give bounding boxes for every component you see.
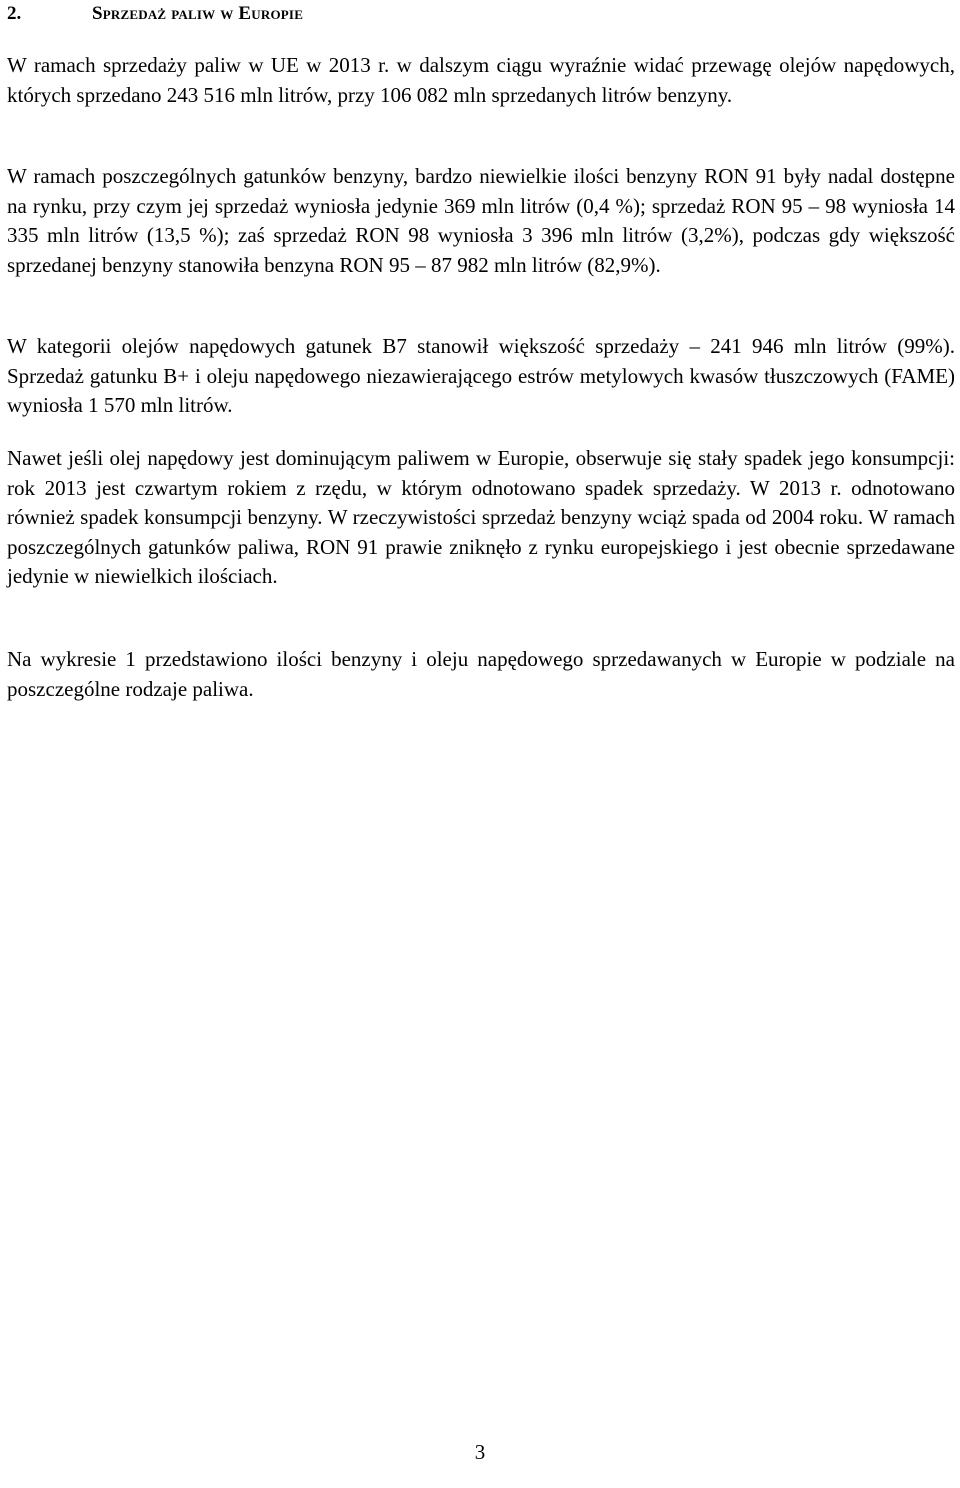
paragraph-fuel-sales-overview: W ramach sprzedaży paliw w UE w 2013 r. w dalszym ciągu wyraźnie widać przewagę olejów napędowych, których sprzedano 243 516 mln litrów, przy 106 082 mln sprzedanych litrów benzyny. (7, 53, 955, 107)
paragraph-consumption-trends: Nawet jeśli olej napędowy jest dominującym paliwem w Europie, obserwuje się stały spadek jego konsumpcji: rok 2013 jest czwartym rokiem z rzędu, w którym odnotowano spadek sprzedaży. W 2013 r. odnotowano również spadek konsumpcji benzyny. W rzeczywistości sprzedaż benzyny wciąż spada od 2004 roku. W ramach poszczególnych gatunków paliwa, RON 91 prawie zniknęło z rynku europejskiego i jest obecnie sprzedawane jedynie w niewielkich ilościach. (7, 446, 955, 588)
section-number: 2. (7, 3, 22, 24)
paragraph-chart-reference: Na wykresie 1 przedstawiono ilości benzyny i oleju napędowego sprzedawanych w Europie w podziale na poszczególne rodzaje paliwa. (7, 647, 955, 701)
section-heading (7, 3, 303, 25)
page-number: 3 (474, 1440, 486, 1464)
paragraph-diesel-grades: W kategorii olejów napędowych gatunek B7 stanowił większość sprzedaży – 241 946 mln litrów (99%). Sprzedaż gatunku B+ i oleju napędowego niezawierającego estrów metylowych kwasów tłuszczowych (FAME) wyniosła 1 570 mln litrów. (7, 334, 955, 417)
paragraph-petrol-grades: W ramach poszczególnych gatunków benzyny, bardzo niewielkie ilości benzyny RON 91 były nadal dostępne na rynku, przy czym jej sprzedaż wyniosła jedynie 369 mln litrów (0,4 %); sprzedaż RON 95 – 98 wyniosła 14 335 mln litrów (13,5 %); zaś sprzedaż RON 98 wyniosła 3 396 mln litrów (3,2%), podczas gdy większość sprzedanej benzyny stanowiła benzyna RON 95 – 87 982 mln litrów (82,9%). (7, 164, 955, 277)
section-title: Sprzedaż paliw w Europie (92, 3, 304, 24)
